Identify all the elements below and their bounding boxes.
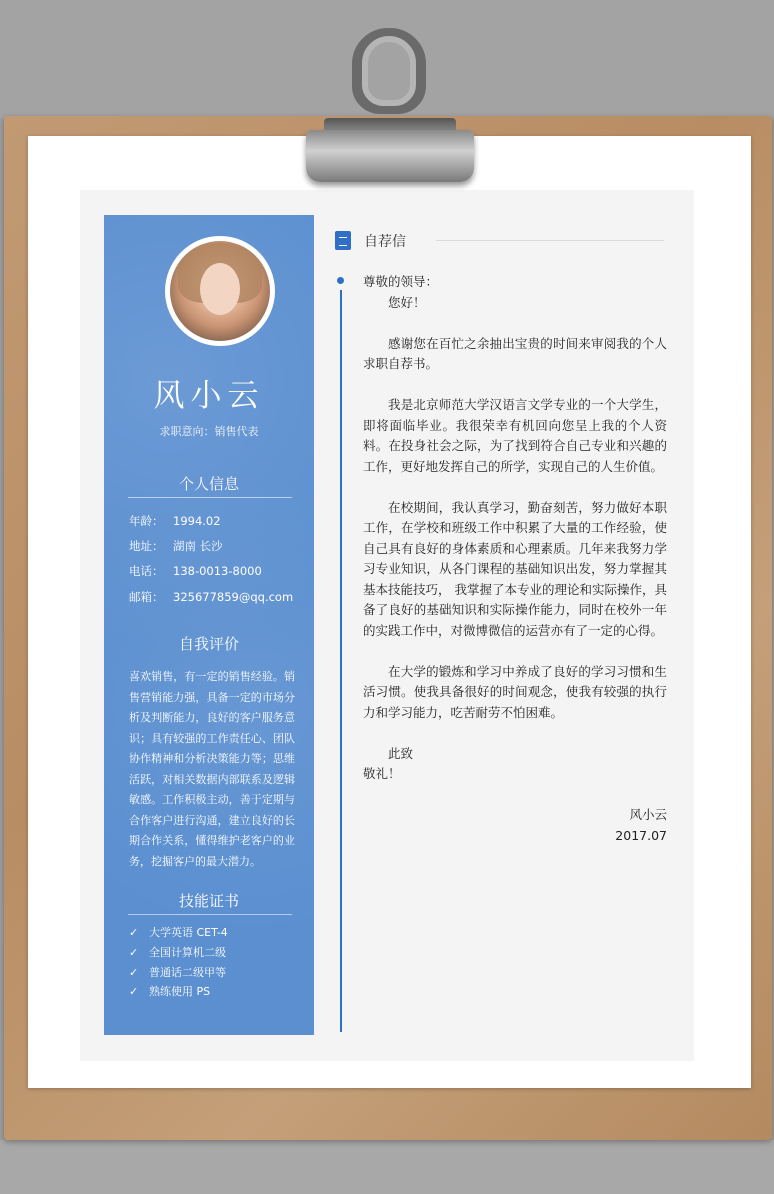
- letter-paragraph-2: 我是北京师范大学汉语言文学专业的一个大学生，即将面临毕业。我很荣幸有机回向您呈上我的个人资料。在投身社会之际，为了找到符合自己专业和兴趣的工作，更好地发挥自己的所学，实现自己的人生价值。: [363, 397, 667, 474]
- info-value: 湖南 长沙: [173, 539, 223, 553]
- paragraph-gap: [363, 375, 667, 396]
- skills-title: 技能证书: [178, 892, 239, 910]
- skill-item: [129, 923, 299, 943]
- info-label: 年龄：: [129, 514, 164, 528]
- skill-label: 熟练使用 PS: [149, 985, 211, 999]
- letter-salutation: 尊敬的领导：: [363, 274, 439, 289]
- avatar-photo: [170, 241, 270, 341]
- personal-info-divider: [128, 497, 292, 498]
- letter-signature: 风小云: [629, 807, 667, 822]
- letter-title: 自荐信: [364, 234, 406, 250]
- info-row-age: [129, 513, 221, 529]
- check-icon: ✓: [129, 965, 139, 979]
- clip-plate: [306, 130, 474, 182]
- letter-closing-1: 此致: [388, 745, 414, 761]
- info-label: 电话：: [129, 564, 164, 578]
- info-value: 325677859@qq.com: [173, 590, 294, 604]
- check-icon: ✓: [129, 985, 139, 999]
- skills-divider: [128, 914, 292, 915]
- resume-sidebar: [104, 215, 314, 1035]
- job-intent: 求职意向：销售代表: [159, 425, 259, 438]
- letter-date: 2017.07: [615, 827, 667, 843]
- info-label: 邮箱：: [129, 590, 164, 604]
- check-icon: ✓: [129, 945, 139, 959]
- skill-label: 普通话二级甲等: [149, 965, 226, 979]
- document-icon: [335, 231, 351, 250]
- letter-paragraph-3: 在校期间，我认真学习，勤奋刻苦，努力做好本职工作，在学校和班级工作中积累了大量的工作经验，使自己具有良好的身体素质和心理素质。几年来我努力学习专业知识，从各门课程的基础知识出发，努力掌握其基本技能技巧， 我掌握了本专业的理论和实际操作，具备了良好的基础知识和实际操作能力，同时在校外一年的实践工作中，对微博微信的运营亦有了一定的心得。: [363, 499, 667, 638]
- background-bottom: [0, 1140, 774, 1194]
- timeline-line: [340, 290, 342, 1032]
- skill-label: 大学英语 CET-4: [149, 926, 228, 939]
- letter-paragraph-4: 在大学的锻炼和学习中养成了良好的学习习惯和生活习惯。使我具备很好的时间观念，使我有较强的执行力和学习能力，吃苦耐劳不怕困难。: [363, 663, 667, 720]
- letter-paragraph-1: 感谢您在百忙之余抽出宝贵的时间来审阅我的个人求职自荐书。: [363, 335, 667, 371]
- letter-closing-2: 敬礼！: [363, 766, 401, 781]
- clip-ring-highlight: [362, 36, 416, 106]
- skill-item: [129, 963, 299, 983]
- letter-title-divider: [436, 240, 664, 241]
- check-icon: ✓: [129, 926, 139, 939]
- self-eval-title: 自我评价: [178, 635, 239, 653]
- binder-clip-icon: [296, 22, 480, 182]
- avatar-face: [200, 263, 240, 315]
- skill-label: 全国计算机二级: [149, 945, 226, 959]
- candidate-name: 风小云: [153, 378, 265, 414]
- paragraph-gap: [363, 785, 667, 806]
- info-row-phone: [129, 563, 262, 579]
- letter-greeting: 您好！: [388, 294, 426, 310]
- info-label: 地址：: [129, 539, 164, 553]
- paragraph-gap: [363, 313, 667, 334]
- timeline-dot: [337, 277, 344, 284]
- skill-item: [129, 943, 299, 963]
- skill-item: [129, 982, 299, 1002]
- info-value: 1994.02: [173, 514, 221, 528]
- avatar: [165, 236, 275, 346]
- info-value: 138-0013-8000: [173, 564, 262, 578]
- paragraph-gap: [363, 477, 667, 498]
- paragraph-gap: [363, 723, 667, 744]
- skills-list: [129, 923, 299, 1002]
- self-eval-text: 喜欢销售，有一定的销售经验。销售营销能力强，具备一定的市场分析及判断能力，良好的客户服务意识；具有较强的工作责任心、团队协作精神和分析决策能力等；思维活跃，对相关数据内部联系及逻辑敏感。工作积极主动，善于定期与合作客户进行沟通，建立良好的长期合作关系，懂得维护老客户的业务，挖掘客户的最大潜力。: [129, 670, 295, 868]
- info-row-email: [129, 589, 293, 605]
- cover-letter-body: [363, 272, 667, 846]
- paragraph-gap: [363, 641, 667, 662]
- personal-info-title: 个人信息: [178, 475, 239, 493]
- info-row-address: [129, 538, 223, 554]
